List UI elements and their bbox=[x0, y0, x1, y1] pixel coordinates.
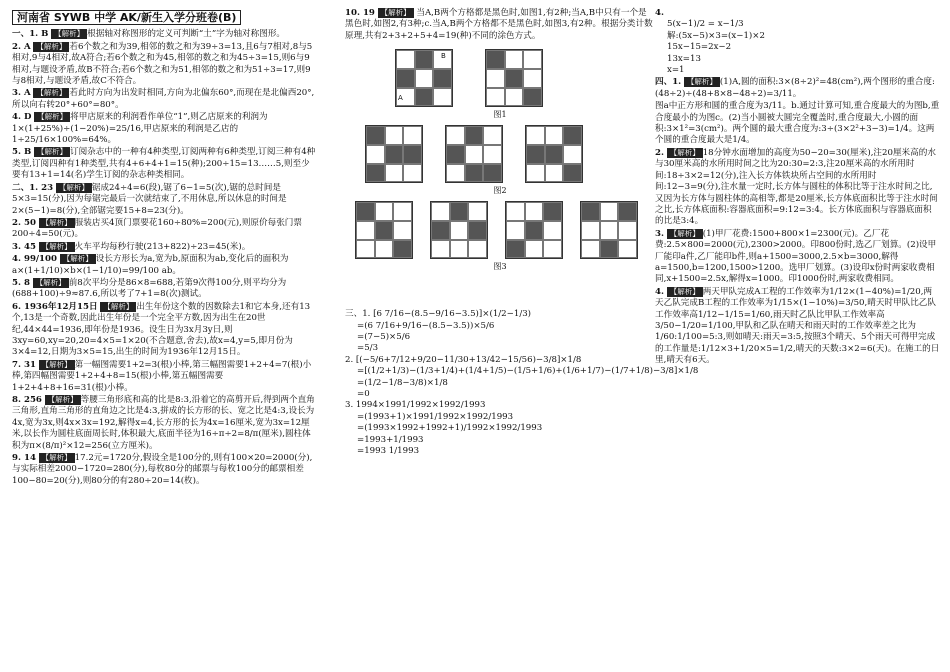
answer-item bbox=[12, 147, 317, 181]
answer-text: 若6个数之和为39,相邻的数之和为39÷3=13,且6与7相对,8与5相对,9与4相对,故A符合;若6个数之和为45,相邻的数之和为45÷3=15,则6与9相对,与题设矛盾,故B不符合;若6个数之和为51,相邻的数之和为51÷3=17,则9与8相对,与题设矛盾,故C不符合。 bbox=[12, 41, 313, 87]
answer-item bbox=[12, 302, 317, 359]
middle-column-calculations bbox=[345, 309, 699, 457]
answer-lead: 4. 99/100 bbox=[12, 254, 57, 265]
answer-item bbox=[655, 101, 940, 147]
answer-text: 火车平均每秒行驶(213+822)÷23=45(米)。 bbox=[74, 241, 251, 252]
answer-lead: 8. 256 bbox=[12, 395, 42, 405]
answer-item bbox=[12, 360, 317, 394]
answer-item bbox=[12, 453, 317, 487]
answer-item bbox=[12, 254, 317, 277]
answer-item bbox=[655, 77, 940, 100]
question-10 bbox=[345, 8, 655, 42]
analysis-tag: 【解析】 bbox=[100, 302, 136, 312]
answer-lead: 9. 14 bbox=[12, 453, 36, 464]
grid-figure bbox=[445, 125, 503, 183]
grid-figure bbox=[485, 49, 543, 107]
answer-item bbox=[12, 218, 317, 241]
analysis-tag: 【解析】 bbox=[34, 112, 70, 122]
answer-lead: 3. A bbox=[12, 88, 31, 99]
answer-item bbox=[655, 229, 940, 286]
calc-line: =1993+1/1993 bbox=[357, 434, 424, 445]
calc-line: =1993 1/1993 bbox=[357, 446, 420, 457]
analysis-tag: 【解析】 bbox=[667, 287, 703, 297]
answer-lead: 4. bbox=[655, 286, 664, 297]
analysis-tag: 【解析】 bbox=[39, 242, 75, 252]
page-title: 河南省 SYWB 中学 AK/新生入学分班卷(B) bbox=[12, 10, 241, 25]
figure-caption: 图1 bbox=[493, 110, 507, 120]
answer-text: 当A,B两个方格都是黑色时,如图1,有2种;当A,B中只有一个是黑色时,如图2,有3种;c.当A,B两个方格都不是黑色时,如图3,有2种。根据分类计数原理,共有2+3+2+5+4=19(种)不同的涂色方式。 bbox=[345, 8, 653, 41]
analysis-tag: 【解析】 bbox=[51, 29, 87, 39]
equation-line: 解:(5x−5)×3=(x−1)×2 bbox=[667, 30, 765, 41]
answer-text: 订阅杂志中的一种有4种类型,订阅两种有6种类型,订阅三种有4种类型,订阅四种有1种类型,共有4+6+4+1=15(种);200÷15=13……5,则至少要有13+1=14(名)学生订阅的杂志种类相同。 bbox=[12, 147, 316, 181]
equation-line: 15x−15=2x−2 bbox=[667, 42, 732, 53]
equation-block bbox=[655, 8, 940, 76]
answer-lead: 6. 1936年12月15日 bbox=[12, 301, 98, 312]
calc-line: =(1/2−1/8−3/8)×1/8 bbox=[357, 377, 448, 388]
answer-text: 服装店买4顶门票要花160÷80%=200(元),则原价每张门票200÷4=50(元)。 bbox=[12, 217, 302, 240]
answer-text: 18分钟水面增加的高度为50−20=30(厘米),注20厘米高的水与30厘米高的水所用时间之比为20:30=2:3,注20厘米高的水所用时间:18÷3×2=12(分),注入长方体铁块所占空间的水所用时间:12−3=9(分),注水量一定时,长方体与圆柱的体积比等于注水时间之比,又因为长方体与圆柱体的高相等,都是20厘米,长方体底面积比等于注水时间之比,长方体底面积:容器底面积=9:12=3:4。长方体底面积与容器底面积的比是3:4。 bbox=[655, 147, 938, 227]
calc-line: =(7−5)×5/6 bbox=[357, 332, 411, 343]
answer-lead: 7. 31 bbox=[12, 359, 36, 370]
answer-lead: 3. bbox=[655, 228, 664, 239]
calc-line: =(6 7/16+9/16−(8.5−3.5))×5/6 bbox=[357, 320, 495, 331]
analysis-tag: 【解析】 bbox=[684, 77, 720, 87]
analysis-tag: 【解析】 bbox=[667, 148, 703, 158]
analysis-tag: 【解析】 bbox=[33, 278, 69, 288]
grid-figure bbox=[580, 201, 638, 259]
answer-lead: 10. 19 bbox=[345, 8, 375, 18]
answer-lead: 四、1. bbox=[655, 77, 682, 88]
grid-figure bbox=[365, 125, 423, 183]
answer-text: 根据轴对称图形的定义可判断“土”字为轴对称图形。 bbox=[87, 29, 286, 40]
answer-lead: 5. 8 bbox=[12, 277, 30, 288]
column-left bbox=[12, 8, 317, 488]
analysis-tag: 【解析】 bbox=[378, 8, 414, 18]
calc-line: =5/3 bbox=[357, 343, 379, 354]
analysis-tag: 【解析】 bbox=[39, 218, 75, 228]
figure-caption: 图3 bbox=[493, 262, 507, 272]
equation-steps bbox=[655, 19, 940, 76]
answer-lead: 2. A bbox=[12, 41, 31, 52]
answer-text: 将甲店原来的利润看作单位“1”,则乙店原来的利润为1×(1+25%)÷(1−20%)=25/16,甲店原来的利润是乙店的1÷25/16×100%=64%。 bbox=[12, 112, 268, 146]
answer-text: 17.2元=1720分,假设全是100分的,则有100×20=2000(分),与实际相差2000−1720=280(分),每枚80分的邮票与每枚100分的邮票相差100−80=20(分),则80分的有280÷20=14(枚)。 bbox=[12, 453, 313, 486]
answer-item bbox=[655, 148, 940, 228]
answer-item bbox=[12, 88, 317, 111]
answer-text: 锯成24÷4=6(段),锯了6−1=5(次),锯的总时间是5×3=15(分),因为每锯完最后一次就结束了,不用休息,所以休息的时间是2×(5−1)=8(分),全部锯完要15+8=23(分)。 bbox=[12, 182, 287, 216]
calc-line: 三、1. [6 7/16−(8.5−9/16−3.5)]×(1/2−1/3) bbox=[345, 309, 532, 320]
calc-line: 2. [(−5/6+7/12+9/20−11/30+13/42−15/56)−3/8]×1/8 bbox=[345, 354, 582, 365]
answer-lead: 5. B bbox=[12, 147, 32, 158]
analysis-tag: 【解析】 bbox=[60, 254, 96, 264]
answer-lead: 3. 45 bbox=[12, 241, 36, 252]
analysis-tag: 【解析】 bbox=[34, 147, 70, 157]
answer-lead: 二、1. 23 bbox=[12, 182, 54, 193]
answer-lead: 一、1. B bbox=[12, 29, 49, 40]
cell-label-b: B bbox=[441, 52, 446, 61]
equation-line: 13x=13 bbox=[667, 53, 701, 64]
analysis-tag: 【解析】 bbox=[667, 229, 703, 239]
answer-lead: 4. D bbox=[12, 112, 32, 123]
calc-line: =(1993+1)×1991/1992×1992/1993 bbox=[357, 411, 514, 422]
grid-figure bbox=[525, 125, 583, 183]
answer-item bbox=[655, 287, 940, 367]
answer-text: 第一幅图需要1+2=3(根)小棒,第三幅图需要1+2+4=7(根)小棒,第四幅图需要1+2+4+8=15(根)小棒,第五幅图需要1+2+4+8+16=31(根)小棒。 bbox=[12, 359, 312, 393]
answer-lead: 2. 50 bbox=[12, 217, 36, 228]
answer-item bbox=[12, 395, 317, 452]
analysis-tag: 【解析】 bbox=[45, 395, 81, 405]
column-right bbox=[655, 8, 940, 368]
answer-item bbox=[12, 42, 317, 88]
answer-text: 等腰三角形底和高的比是8:3,沿着它的高剪开后,得到两个直角三角形,直角三角形的直角边之比是4:3,拼成的长方形的长、宽之比是4:3,设长为4x,宽为3x,则4x×3x=192,解得x=4,长方形的长为4x=16厘米,宽为3x=12厘米,以长作为圆柱底面周长时,体积最大,底面半径为16÷π÷2=8/π(厘米),圆柱体积为π×(8/π)²×12=256(立方厘米)。 bbox=[12, 395, 315, 451]
analysis-tag: 【解析】 bbox=[39, 453, 75, 463]
calc-line: =[(1/2+1/3)−(1/3+1/4)+(1/4+1/5)−(1/5+1/6)+(1/6+1/7)−(1/7+1/8)−3/8]×1/8 bbox=[357, 366, 699, 377]
calc-line: =0 bbox=[357, 389, 370, 400]
grid-figure bbox=[505, 201, 563, 259]
answer-text: (1)甲厂花费:1500+800×1=2300(元)。乙厂花费:2.5×800=2000(元),2300>2000。印800份时,选乙厂划算。(2)设甲厂能印a件,乙厂能印b件,则a+1500=3000,2.5×b=3000,解得a=1500,b=1200,1500>1200。选甲厂划算。(3)设印x份时两家收费相同,x+1500=2.5x,解得x=1000。印1000份时,两家收费相同。 bbox=[655, 228, 937, 285]
equation-line: x=1 bbox=[667, 65, 685, 76]
analysis-tag: 【解析】 bbox=[39, 360, 75, 370]
answer-lead: 4. bbox=[655, 8, 664, 18]
answer-item bbox=[12, 278, 317, 301]
right-column-answers bbox=[655, 77, 940, 366]
answer-text: 出生年份这个数的因数除去1和它本身,还有13个,13是一个奇数,因此出生年份是一个完全平方数,因为出生在20世纪,44×44=1936,即年份是1936。设生日为3x月3y日,则3xy=60,xy=20,20=4×5=1×20(不合题意,舍去),故x=4,y=5,即月份为3×4=12,日期为3×5=15,出生的时间为1936年12月15日。 bbox=[12, 301, 311, 358]
answer-item bbox=[12, 112, 317, 146]
answer-item bbox=[12, 183, 317, 217]
figure-grid-illustrations bbox=[345, 45, 655, 307]
answer-text: 若此时方向为出发时相同,方向为北偏东60°,而现在是北偏西20°,所以向右转20°+60°=80°。 bbox=[12, 88, 315, 110]
cell-label-a: A bbox=[398, 94, 403, 103]
calc-line: =(1993×1992+1992+1)/1992×1992/1993 bbox=[357, 423, 543, 434]
answer-lead: 2. bbox=[655, 147, 664, 158]
answer-item bbox=[12, 29, 317, 40]
answer-text: 两天甲队完成A工程的工作效率为1/12×(1−40%)=1/20,两天乙队完成B工程的工作效率为1/15×(1−10%)=3/50,晴天时甲队比乙队工作效率高1/12−1/15=1/60,雨天时乙队比甲队工作效率高3/50−1/20=1/100,甲队和乙队在晴天和雨天时的工作效率差之比为1/60:1/100=5:3,则如晴天:雨天=3:5,按照3个晴天、5个雨天可得甲完成的工作量是:1/12×3+1/20×5=1/2,晴天的天数:3×2=6(天)。在施工的日里,晴天有6天。 bbox=[655, 286, 940, 366]
left-column-answers bbox=[12, 29, 317, 487]
grid-figure bbox=[430, 201, 488, 259]
grid-figure bbox=[355, 201, 413, 259]
answer-item bbox=[12, 242, 317, 253]
answer-text: (1)A,圆的面积:3×(8÷2)²=48(cm²),两个图形的重合度:(48÷2)÷(48+8×8−48÷2)=3/11。 bbox=[655, 77, 935, 99]
analysis-tag: 【解析】 bbox=[33, 88, 69, 98]
equation-line: 5(x−1)/2 = x−1/3 bbox=[667, 19, 744, 30]
calc-line: 3. 1994×1991/1992×1992/1993 bbox=[345, 400, 486, 411]
figure-caption: 图2 bbox=[493, 186, 507, 196]
analysis-tag: 【解析】 bbox=[33, 42, 69, 52]
analysis-tag: 【解析】 bbox=[56, 183, 92, 193]
answer-text: 设长方形长为a,宽为b,原面积为ab,变化后的面积为a×(1+1/10)×b×(1−1/10)=99/100 ab。 bbox=[12, 254, 289, 276]
answer-text: 前8次平均分是86×8=688,若第9次得100分,则平均分为(688+100)÷9≈87.6,所以考了7+1=8(次)测试。 bbox=[12, 277, 287, 300]
answer-text: 图a中正方形和圆的重合度为3/11。b.通过计算可知,重合度最大的为图b,重合度最小的为图c。(2)当小圆被大圆完全覆盖时,重合度最大,小圆的面积:3×1²=3(cm²)。两个圆的最大重合度为:3÷(3×2²+3−3)=1/4。这两个圆的重合度最大是1/4。 bbox=[655, 101, 940, 146]
